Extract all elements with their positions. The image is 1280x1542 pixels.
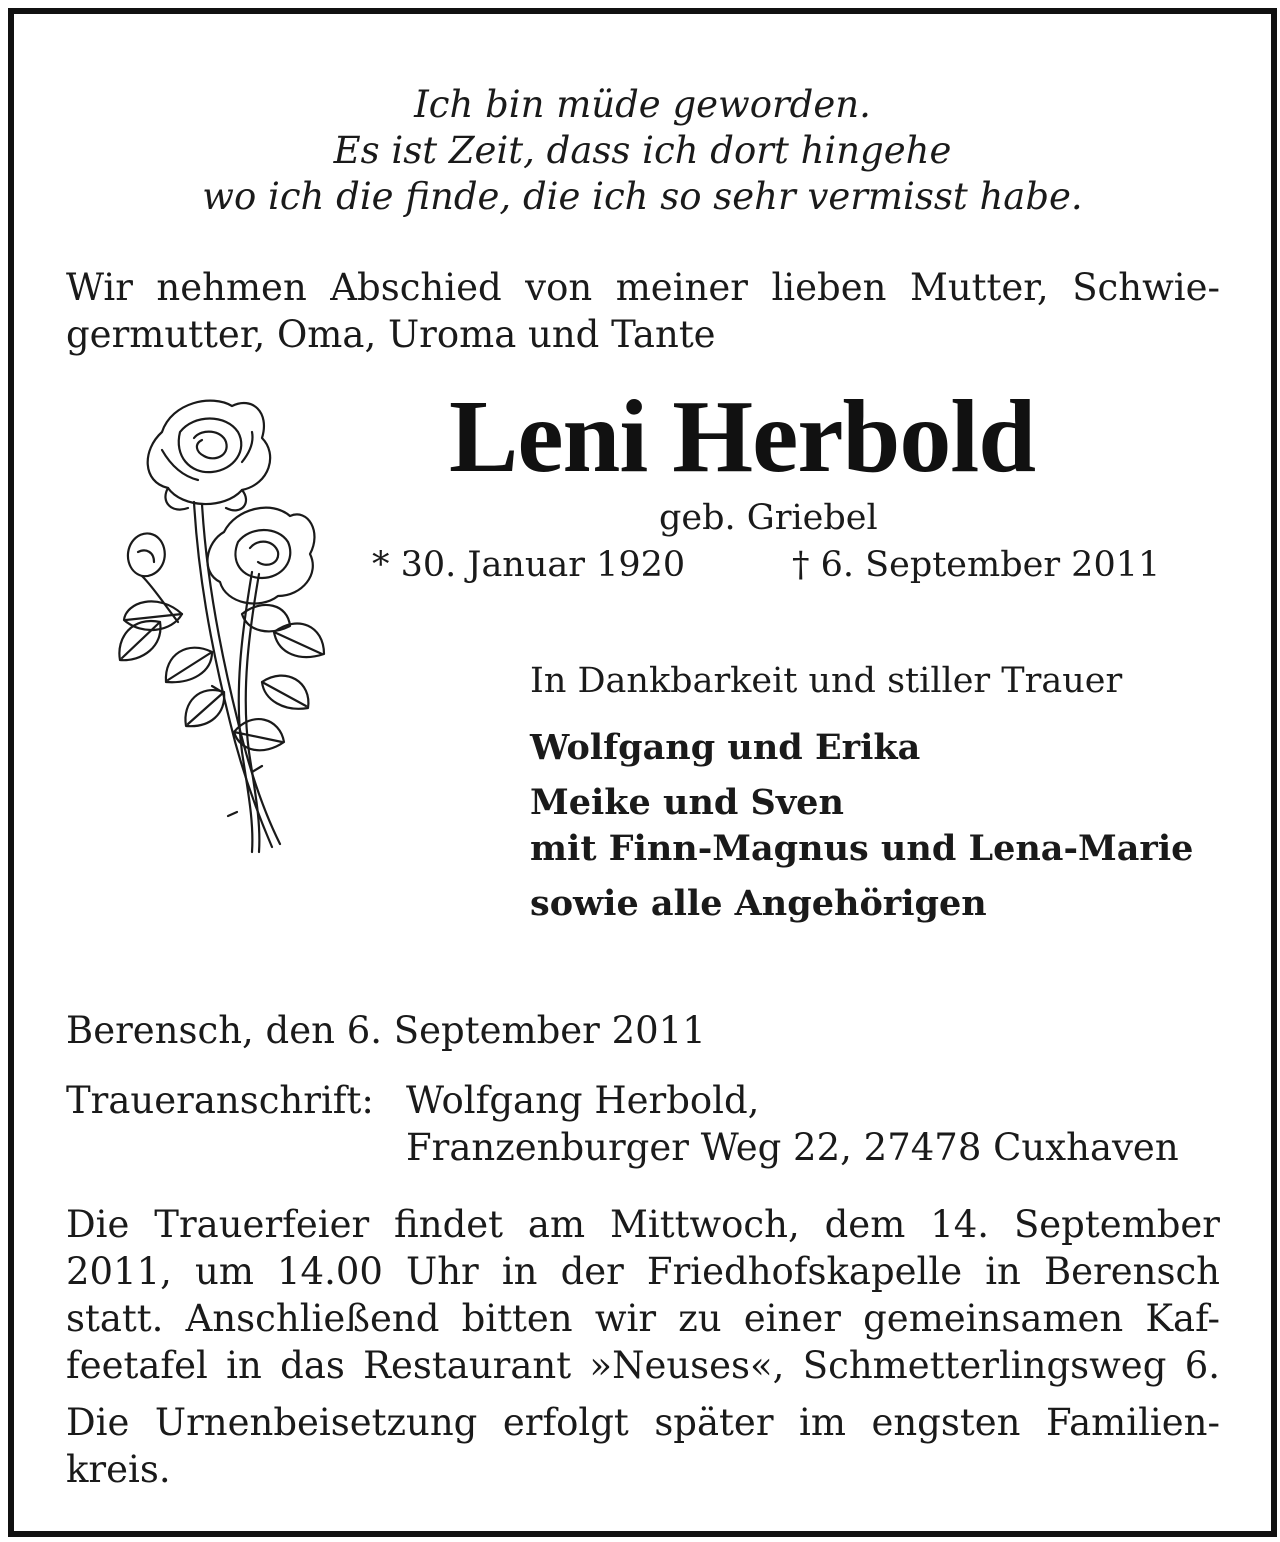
birth-date: * 30. Januar 1920 xyxy=(372,545,686,585)
intro-line-1: Wir nehmen Abschied von meiner lieben Mutter, Schwie- xyxy=(66,266,1220,309)
burial-line-2: kreis. xyxy=(66,1448,171,1491)
address-name: Wolfgang Herbold, xyxy=(406,1079,760,1122)
ceremony-line-3: statt. Anschließend bitten wir zu einer gemeinsamen Kaf- xyxy=(66,1297,1220,1340)
maiden-name: geb. Griebel xyxy=(659,498,878,538)
ceremony-line-2: 2011, um 14.00 Uhr in der Friedhofskapelle in Berensch xyxy=(66,1250,1220,1293)
address-street: Franzenburger Weg 22, 27478 Cuxhaven xyxy=(406,1126,1179,1169)
mourner-line-3: mit Finn-Magnus und Lena-Marie xyxy=(530,828,1194,869)
mourner-line-1: Wolfgang und Erika xyxy=(530,727,921,768)
death-date: † 6. September 2011 xyxy=(792,545,1161,585)
place-date: Berensch, den 6. September 2011 xyxy=(66,1009,706,1052)
rose-icon xyxy=(102,392,327,872)
ceremony-line-1: Die Trauerfeier findet am Mittwoch, dem 14. September xyxy=(66,1203,1220,1246)
address-label: Traueranschrift: xyxy=(66,1079,374,1122)
mourners-heading: In Dankbarkeit und stiller Trauer xyxy=(530,661,1123,701)
poem-line-1: Ich bin müde geworden. xyxy=(414,83,871,126)
deceased-name: Leni Herbold xyxy=(449,379,1036,494)
poem-line-2: Es ist Zeit, dass ich dort hingehe xyxy=(333,129,952,172)
intro-line-2: germutter, Oma, Uroma und Tante xyxy=(66,313,716,356)
burial-line-1: Die Urnenbeisetzung erfolgt später im engsten Familien- xyxy=(66,1401,1220,1444)
ceremony-line-4: feetafel in das Restaurant »Neuses«, Schmetterlingsweg 6. xyxy=(66,1344,1220,1387)
poem-line-3: wo ich die finde, die ich so sehr vermisst habe. xyxy=(202,175,1083,218)
obituary-notice xyxy=(8,8,1277,1537)
mourner-line-4: sowie alle Angehörigen xyxy=(530,883,987,924)
mourner-line-2: Meike und Sven xyxy=(530,782,844,823)
